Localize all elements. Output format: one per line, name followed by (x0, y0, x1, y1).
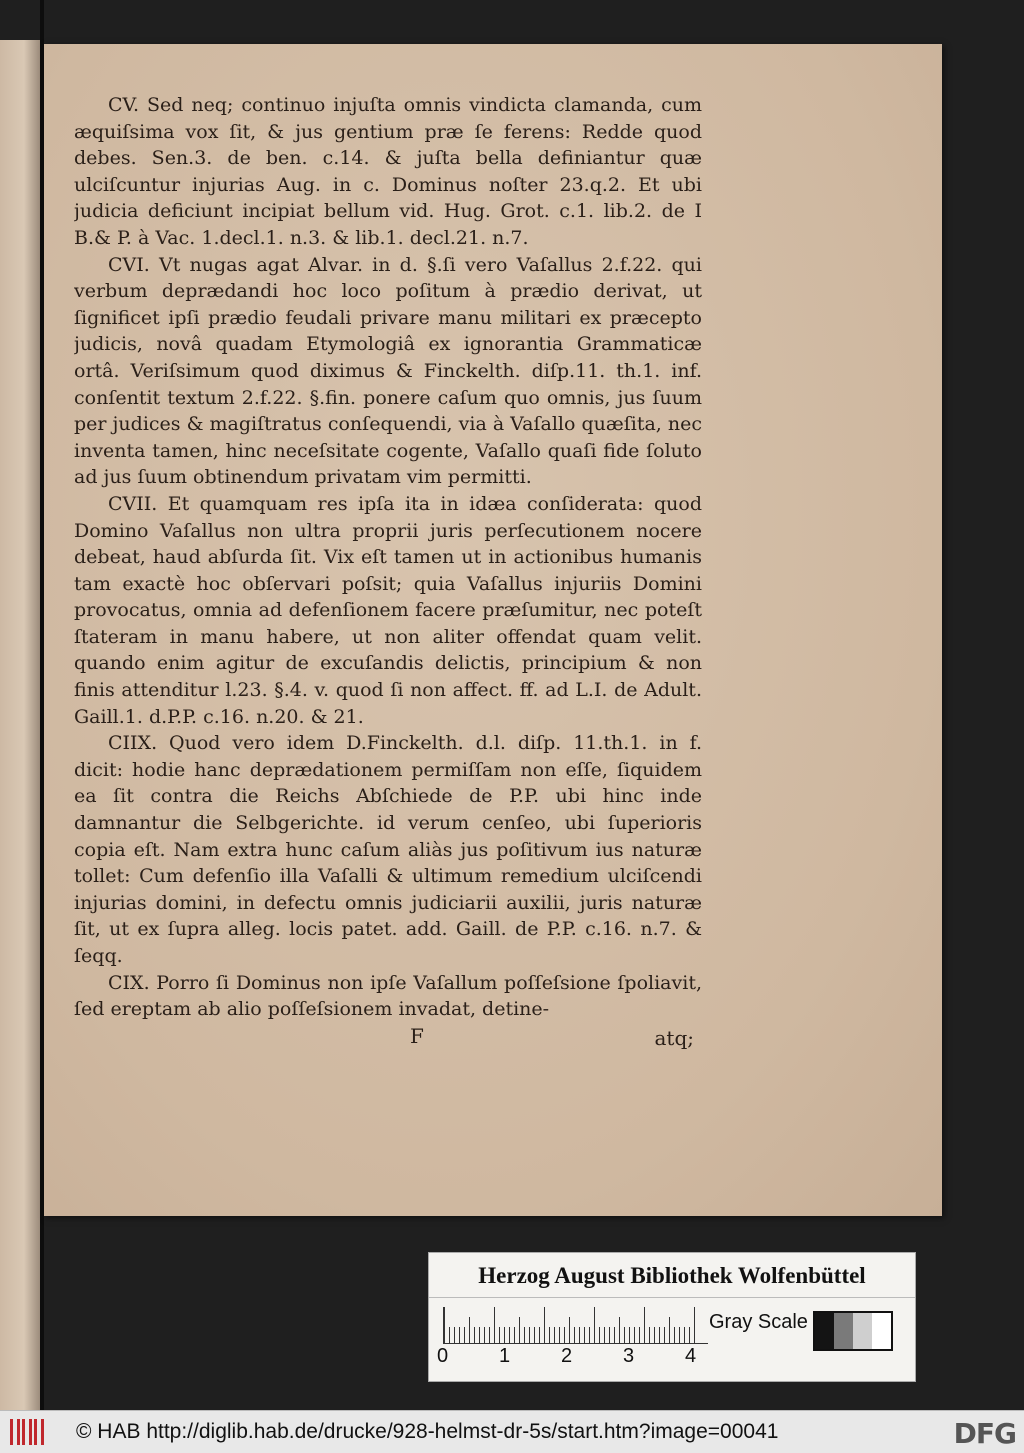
ruler-tick (594, 1307, 595, 1343)
ruler-tick (484, 1327, 485, 1343)
ruler-tick (489, 1327, 490, 1343)
ruler-tick (524, 1327, 525, 1343)
page-text (74, 92, 702, 1032)
ruler-tick (494, 1307, 495, 1343)
ruler-tick (574, 1327, 575, 1343)
ruler-numbers (437, 1345, 717, 1371)
paragraph-cvii: CVII. Et quamquam res ipſa ita in idæa conſiderata: quod Domino Vaſallus non ultra proprii juris perſecutionem nocere debeat, haud abſurda ſit. Vix eſt tamen ut in actionibus humanis tam exactè hoc obſervari poſsit; quia Vaſallus injuriis Domini provocatus, omnia ad defenſionem facere præſumitur, nec poteſt ſtateram in manu habere, ut non aliter offendat quam velit. quando enim agitur de excuſandis delictis, principium & non finis attenditur l.23. §.4. v. quod ſi non affect. ff. ad L.I. de Adult. Gaill.1. d.P.P. c.16. n.20. & 21. (74, 492, 702, 728)
signature-mark: F (410, 1024, 424, 1048)
ruler-tick (474, 1327, 475, 1343)
ruler-tick (444, 1307, 445, 1343)
ruler-number: 4 (685, 1345, 697, 1367)
ruler-tick (459, 1327, 460, 1343)
ruler-tick (664, 1327, 665, 1343)
ruler-tick (604, 1327, 605, 1343)
ruler-tick (634, 1327, 635, 1343)
page-footer (74, 1024, 702, 1054)
copyright-link[interactable]: © HAB http://diglib.hab.de/drucke/928-helmst-dr-5s/start.htm?image=00041 (76, 1420, 779, 1443)
ruler-tick (529, 1327, 530, 1343)
ruler-tick (554, 1327, 555, 1343)
ruler-tick (504, 1327, 505, 1343)
dfg-logo: DFG (953, 1417, 1016, 1450)
ruler-tick (639, 1327, 640, 1343)
ruler-tick (449, 1327, 450, 1343)
ruler-tick (644, 1307, 645, 1343)
color-calibration-card (428, 1252, 916, 1382)
ruler-tick (679, 1327, 680, 1343)
library-name: Herzog August Bibliothek Wolfenbüttel (478, 1263, 866, 1288)
ruler-tick (499, 1327, 500, 1343)
ruler-tick (544, 1307, 545, 1343)
ruler-tick (624, 1327, 625, 1343)
ruler-tick (454, 1327, 455, 1343)
paragraph-cvi: CVI. Vt nugas agat Alvar. in d. §.ſi vero Vaſallus 2.f.22. qui verbum deprædandi hoc loco poſitum à prædio derivat, ut ſignificet ipſi prædio feudali privare manu militari ex præcepto judicis, novâ quadam Etymologiâ ex ignorantia Grammaticæ ortâ. Veriſsimum quod diximus & Finckelth. diſp.11. th.1. inf. conſentit textum 2.f.22. §.fin. ponere caſum quo omnis, jus ſuum per judices & magiſtratus conſequendi, via à Vaſallo quæſita, nec inventa tamen, hinc neceſsitate cogente, Vaſallo quaſi fide ſoluto ad jus ſuum obtinendum privatam vim permitti. (74, 253, 702, 489)
ruler-tick (669, 1317, 670, 1343)
gray-swatch (872, 1313, 891, 1349)
ruler-tick (614, 1327, 615, 1343)
gray-swatch (853, 1313, 872, 1349)
scale-ruler (443, 1307, 708, 1344)
ruler-tick (564, 1327, 565, 1343)
ruler-tick (569, 1317, 570, 1343)
ruler-tick (514, 1327, 515, 1343)
ruler-tick (599, 1327, 600, 1343)
paragraph-cv: CV. Sed neq; continuo injuſta omnis vindicta clamanda, cum æquiſsima vox ſit, & jus gentium præ ſe ferens: Redde quod debes. Sen.3. de ben. c.14. & juſta bella definiantur quæ ulciſcuntur injurias Aug. in c. Dominus noſter 23.q.2. Et ubi judicia deficiunt incipiat bellum vid. Hug. Grot. c.1. lib.2. de I B.& P. à Vac. 1.decl.1. n.3. & lib.1. decl.21. n.7. (74, 94, 702, 249)
gray-swatch (834, 1313, 853, 1349)
ruler-tick (684, 1327, 685, 1343)
ruler-tick (539, 1327, 540, 1343)
ruler-tick (654, 1327, 655, 1343)
ruler-number: 0 (437, 1345, 449, 1367)
gray-swatch (815, 1313, 834, 1349)
ruler-number: 3 (623, 1345, 635, 1367)
ruler-tick (464, 1327, 465, 1343)
ruler-tick (694, 1307, 695, 1343)
ruler-tick (519, 1317, 520, 1343)
paragraph-cix: CIX. Porro ſi Dominus non ipſe Vaſallum poſſeſsione ſpoliavit, ſed ereptam ab alio poſſeſsionem invadat, detine- (74, 971, 702, 1021)
gray-scale-label: Gray Scale (709, 1311, 808, 1333)
ruler-tick (479, 1327, 480, 1343)
ruler-tick (549, 1327, 550, 1343)
ruler-number: 2 (561, 1345, 573, 1367)
card-divider (429, 1297, 915, 1298)
ruler-number: 1 (499, 1345, 511, 1367)
adjacent-page-edge (0, 40, 40, 1410)
gray-scale-swatches (813, 1311, 893, 1351)
ruler-tick (509, 1327, 510, 1343)
ruler-tick (534, 1327, 535, 1343)
ruler-tick (674, 1327, 675, 1343)
ruler-tick (559, 1327, 560, 1343)
viewer-footer-bar (0, 1410, 1024, 1453)
catchword: atq; (654, 1026, 694, 1050)
ruler-tick (619, 1317, 620, 1343)
ruler-tick (579, 1327, 580, 1343)
ruler-tick (689, 1327, 690, 1343)
ruler-tick (649, 1327, 650, 1343)
ruler-tick (659, 1327, 660, 1343)
ruler-tick (629, 1327, 630, 1343)
ruler-tick (584, 1327, 585, 1343)
hab-barcode-logo-icon (10, 1419, 44, 1445)
paragraph-ciix: CIIX. Quod vero idem D.Finckelth. d.l. diſp. 11.th.1. in f. dicit: hodie hanc deprædationem permiſſam non eſſe, ſiquidem ea ſit contra die Reichs Abſchiede de P.P. ubi hinc inde damnantur die Selbgerichte. id verum cenſeo, ubi ſuperioris copia eſt. Nam extra hunc caſum aliàs jus poſitivum ius naturæ tollet: Cum defenſio illa Vaſalli & ultimum remedium ulciſcendi injurias domini, in defectu omnis judiciarii auxilii, juris naturæ ſit, ut ex ſupra alleg. locis patet. add. Gaill. de P.P. c.16. n.7. & ſeqq. (74, 732, 702, 967)
ruler-tick (589, 1327, 590, 1343)
ruler-tick (609, 1327, 610, 1343)
ruler-tick (469, 1317, 470, 1343)
